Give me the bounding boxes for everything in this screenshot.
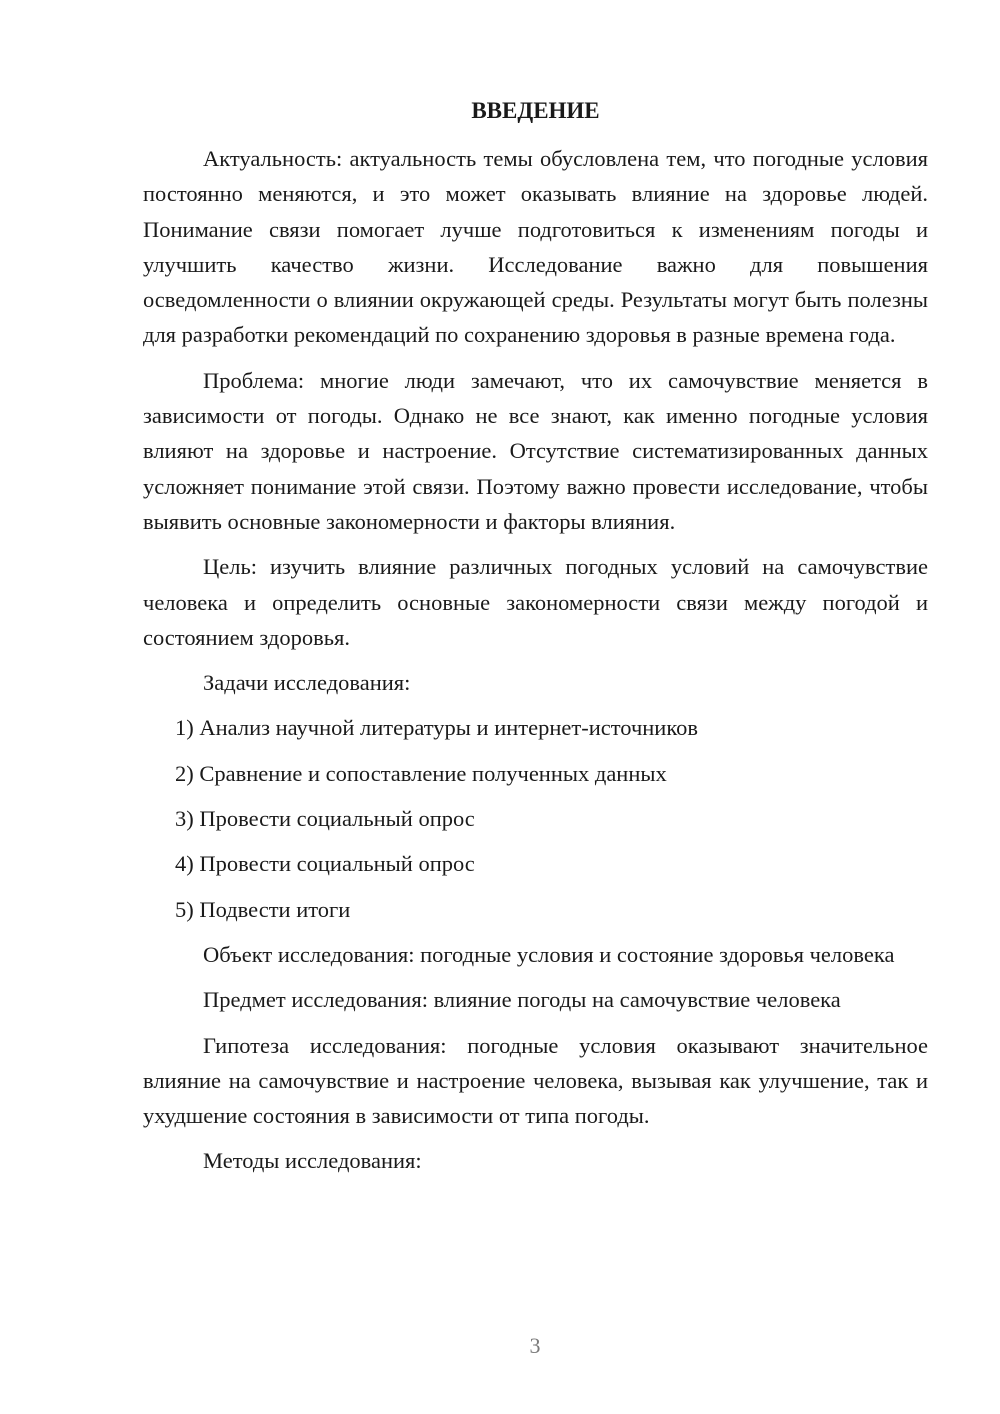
page-content [143, 141, 928, 1189]
relevance-paragraph: Актуальность: актуальность темы обусловлена тем, что погодные условия постоянно меняются, и это может оказывать влияние на здоровье людей. Понимание связи помогает лучше подготовиться к изменениям погоды и улучшить качество жизни. Исследование важно для повышения осведомленности о влиянии окружающей среды. Результаты могут быть полезны для разработки рекомендаций по сохранению здоровья в разные времена года. [143, 146, 928, 348]
goal-paragraph: Цель: изучить влияние различных погодных условий на самочувствие человека и определить основные закономерности связи между погодой и состоянием здоровья. [143, 554, 928, 650]
page-title: ВВЕДЕНИЕ [471, 98, 600, 123]
page-number: 3 [529, 1333, 541, 1358]
list-item: 2) Сравнение и сопоставление полученных данных [175, 760, 667, 786]
hypothesis-paragraph: Гипотеза исследования: погодные условия оказывают значительное влияние на самочувствие и настроение человека, вызывая как улучшение, так и ухудшение состояния в зависимости от типа погоды. [143, 1032, 928, 1129]
problem-paragraph: Проблема: многие люди замечают, что их самочувствие меняется в зависимости от погоды. Однако не все знают, как именно погодные условия влияют на здоровье и настроение. Отсутствие систематизированных данных усложняет понимание этой связи. Поэтому важно провести исследование, чтобы выявить основные закономерности и факторы влияния. [143, 367, 928, 534]
list-item: 5) Подвести итоги [175, 896, 351, 922]
methods-heading: Методы исследования: [203, 1148, 422, 1174]
list-item: 3) Провести социальный опрос [175, 806, 475, 832]
tasks-list [143, 710, 928, 926]
tasks-heading: Задачи исследования: [203, 670, 411, 696]
object-paragraph: Объект исследования: погодные условия и состояние здоровья человека [203, 941, 895, 967]
list-item: 1) Анализ научной литературы и интернет-источников [175, 715, 699, 741]
list-item: 4) Провести социальный опрос [175, 851, 475, 877]
subject-paragraph: Предмет исследования: влияние погоды на самочувствие человека [203, 987, 841, 1013]
